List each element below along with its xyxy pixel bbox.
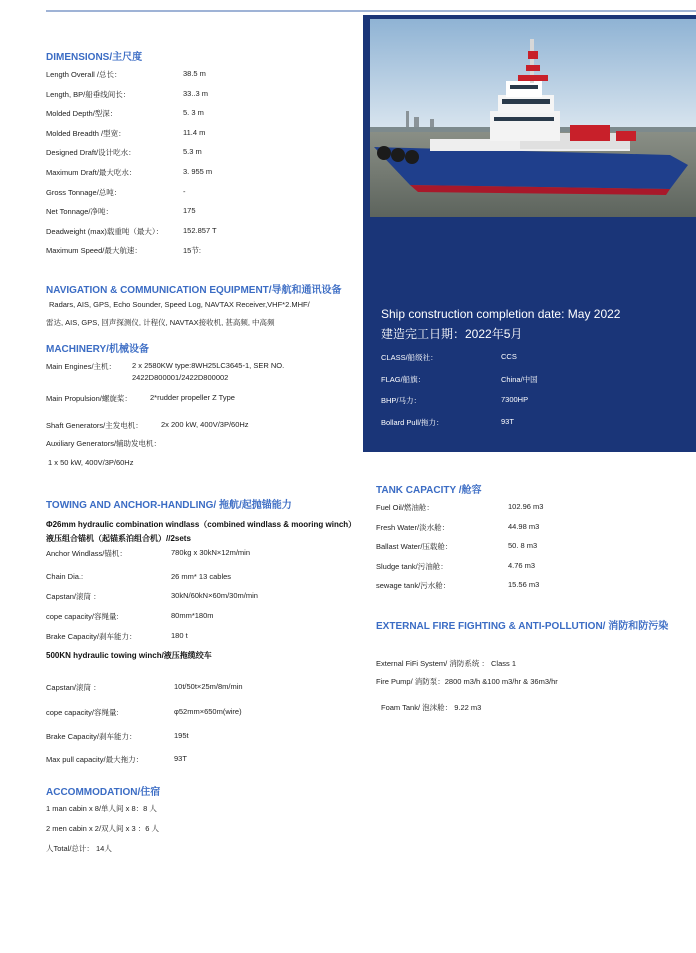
summary-row-value: 7300HP [501, 395, 529, 404]
windlass-row-value: 26 mm* 13 cables [171, 572, 232, 581]
windlass-row-value: 780kg x 30kN×12m/min [171, 548, 250, 557]
windlass-heading: Φ26mm hydraulic combination windlass（combined windlass & mooring winch） [46, 520, 357, 529]
navigation-equipment-en: Radars, AIS, GPS, Echo Sounder, Speed Log, NAVTAX Receiver,VHF*2.MHF/ [49, 300, 310, 309]
propulsion-value: 2*rudder propeller Z Type [150, 393, 235, 402]
dimension-row-value: 152.857 T [183, 225, 217, 235]
tank-row-label: Fuel Oil/燃油舱： [376, 503, 434, 512]
ship-photo [370, 19, 696, 217]
dimension-row-label: Gross Tonnage/总吨： [46, 187, 122, 197]
windlass-row-label: Chain Dia.: [46, 572, 84, 581]
dimension-row-value: 5.3 m [183, 147, 202, 157]
main-engines-value: 2 x 2580KW type:8WH25LC3645-1, SER NO. [132, 361, 285, 370]
main-engines-label: Main Engines/主机： [46, 362, 117, 371]
double-cabins: 2 men cabin x 2/双人间 x 3 ：6 人 [46, 824, 159, 833]
tank-title: TANK CAPACITY /舱容 [376, 485, 482, 496]
tank-row-value: 4.76 m3 [508, 560, 536, 570]
dimensions-title: DIMENSIONS/主尺度 [46, 52, 143, 63]
dimension-row-value: 3. 955 m [183, 167, 213, 176]
propulsion-label: Main Propulsion/螺旋桨： [46, 394, 132, 403]
summary-row-value: China/中国 [501, 374, 538, 384]
main-engines-serial: 2422D800001/2422D800002 [132, 373, 229, 382]
windlass-row-label: Capstan/滚筒 ： [46, 592, 101, 601]
dimension-row-label: Designed Draft/设计吃水： [46, 148, 136, 158]
dimension-row-value: 5. 3 m [183, 108, 204, 118]
tank-row-label: Ballast Water/压载舱： [376, 542, 453, 551]
top-divider [46, 10, 696, 12]
windlass-row-value: 80mm*180m [171, 611, 214, 620]
dimension-row-value: 33..3 m [183, 88, 209, 98]
accommodation-title: ACCOMMODATION/住宿 [46, 787, 161, 798]
navigation-title: NAVIGATION & COMMUNICATION EQUIPMENT/导航和通讯设备 [46, 285, 342, 296]
machinery-title: MACHINERY/机械设备 [46, 344, 149, 355]
tank-row-value: 50. 8 m3 [508, 541, 538, 550]
fifi-system: External FiFi System/ 消防系统 ： Class 1 [376, 659, 517, 668]
dimension-row-label: Maximum Draft/最大吃水： [46, 168, 137, 177]
summary-row-label: FLAG/船旗： [381, 374, 426, 384]
windlass-row-value: 30kN/60kN×60m/30m/min [171, 591, 258, 600]
total-persons: 人Total/总计： 14人 [46, 844, 112, 853]
summary-row-label: Bollard Pull/拖力： [381, 417, 444, 427]
dimension-row-label: Deadweight (max)载重吨（最大）： [46, 226, 164, 236]
winch-row-label: Max pull capacity/最大拖力： [46, 755, 144, 764]
fire-pump: Fire Pump/ 消防泵：2800 m3/h &100 m3/hr & 36m3/hr [376, 677, 558, 686]
towing-winch-heading: 500KN hydraulic towing winch/液压拖缆绞车 [46, 651, 212, 660]
navigation-equipment-cn: 雷达, AIS, GPS, 回声探测仪, 计程仪, NAVTAX接收机, 甚高频, 中高频 [46, 318, 275, 327]
dimension-row-label: Net Tonnage/净吨： [46, 207, 113, 217]
dimension-row-value: 175 [183, 206, 196, 216]
winch-row-value: 10t/50t×25m/8m/min [174, 682, 243, 691]
tank-row-label: sewage tank/污水舱： [376, 581, 451, 590]
winch-row-value: φ52mm×650m(wire) [174, 707, 242, 716]
winch-row-label: cope capacity/容绳量: [46, 708, 119, 717]
dimension-row-value: 15节: [183, 246, 201, 256]
winch-row-label: Brake Capacity/刹车能力： [46, 732, 137, 741]
tank-row-value: 44.98 m3 [508, 521, 540, 531]
single-cabins: 1 man cabin x 8/单人间 x 8：8 人 [46, 804, 157, 813]
foam-tank: Foam Tank/ 泡沫舱： 9.22 m3 [381, 703, 482, 712]
dimension-row-label: Maximum Speed/最大航速： [46, 246, 142, 256]
tank-row-label: Fresh Water/淡水舱： [376, 522, 450, 532]
tank-row-label: Sludge tank/污油舱： [376, 561, 448, 571]
winch-row-label: Capstan/滚筒 ： [46, 683, 101, 692]
shaft-generators-label: Shaft Generators/主发电机： [46, 421, 143, 430]
fire-title: EXTERNAL FIRE FIGHTING & ANTI-POLLUTION/ 消防和防污染 [376, 621, 669, 632]
summary-row-label: CLASS/船级社： [381, 353, 438, 362]
tank-row-value: 15.56 m3 [508, 580, 540, 589]
windlass-row-label: Anchor Windlass/锚机： [46, 549, 127, 558]
windlass-row-value: 180 t [171, 631, 188, 640]
dimension-row-value: - [183, 186, 186, 196]
aux-generators-value: 1 x 50 kW, 400V/3P/60Hz [48, 458, 134, 467]
dimension-row-label: Length Overall /总长： [46, 70, 122, 79]
summary-row-value: 93T [501, 416, 514, 426]
shaft-generators-value: 2x 200 kW, 400V/3P/60Hz [161, 420, 249, 429]
winch-row-value: 195t [174, 731, 189, 740]
windlass-row-label: cope capacity/容绳量: [46, 612, 119, 621]
dimension-row-label: Molded Breadth /型宽： [46, 128, 126, 138]
dimension-row-value: 38.5 m [183, 69, 206, 78]
windlass-heading-cn: 液压组合锚机（起锚系泊组合机）//2sets [46, 534, 191, 543]
dimension-row-label: Molded Depth/型深： [46, 109, 118, 119]
summary-row-value: CCS [501, 352, 517, 361]
completion-date-cn: 建造完工日期：2022年5月 [381, 327, 523, 341]
dimension-row-value: 11.4 m [183, 127, 206, 137]
towing-title: TOWING AND ANCHOR-HANDLING/ 拖航/起抛锚能力 [46, 500, 292, 511]
windlass-row-label: Brake Capacity/刹车能力： [46, 632, 137, 641]
aux-generators-label: Auxiliary Generators/辅助发电机： [46, 439, 162, 448]
tank-row-value: 102.96 m3 [508, 502, 544, 511]
winch-row-value: 93T [174, 754, 187, 763]
summary-row-label: BHP/马力： [381, 396, 422, 405]
completion-date-en: Ship construction completion date: May 2022 [381, 307, 621, 321]
dimension-row-label: Length, BP/船垂线间长： [46, 89, 131, 99]
